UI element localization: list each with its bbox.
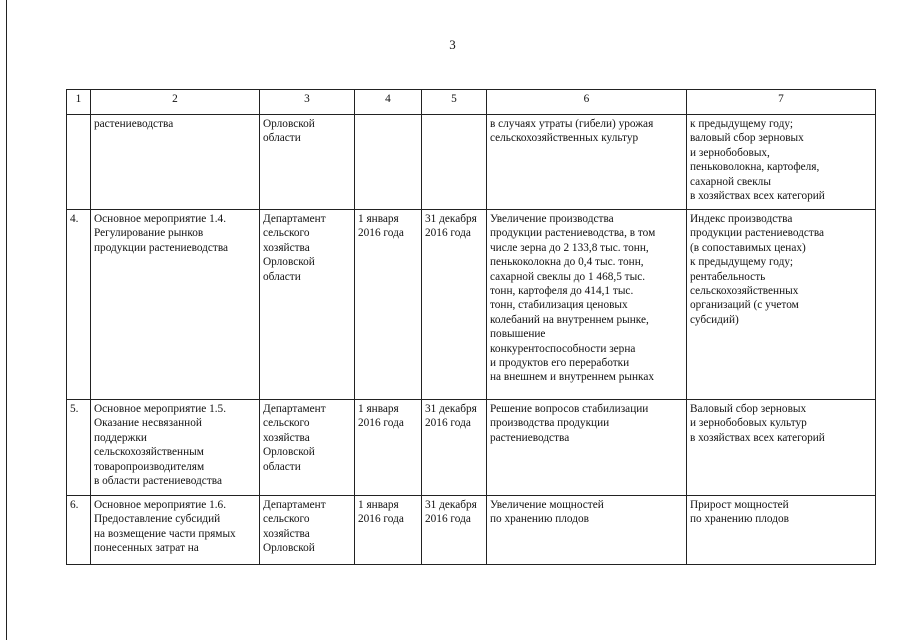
result-cell: Решение вопросов стабилизации производства продукции растениеводства	[487, 400, 687, 496]
end-date-cell	[422, 115, 487, 210]
executor-cell: Департамент сельского хозяйства Орловской области	[260, 210, 355, 400]
start-date-cell	[355, 115, 422, 210]
indicator-cell: Прирост мощностей по хранению плодов	[687, 496, 876, 565]
event-cell: Основное мероприятие 1.6. Предоставление субсидий на возмещение части прямых понесенных затрат на	[91, 496, 260, 565]
indicator-cell: Индекс производства продукции растениеводства (в сопоставимых ценах) к предыдущему году; рентабельность сельскохозяйственных организаций (с учетом субсидий)	[687, 210, 876, 400]
end-date-cell: 31 декабря 2016 года	[422, 496, 487, 565]
left-margin-rule	[6, 0, 7, 640]
executor-cell: Орловской области	[260, 115, 355, 210]
column-header: 2	[91, 90, 260, 115]
end-date-cell: 31 декабря 2016 года	[422, 400, 487, 496]
start-date-cell: 1 января 2016 года	[355, 400, 422, 496]
executor-cell: Департамент сельского хозяйства Орловской области	[260, 400, 355, 496]
table-row	[67, 210, 876, 400]
column-header: 7	[687, 90, 876, 115]
row-number-cell: 4.	[67, 210, 91, 400]
column-header: 6	[487, 90, 687, 115]
table-header-row	[67, 90, 876, 115]
indicator-cell: Валовый сбор зерновых и зернобобовых культур в хозяйствах всех категорий	[687, 400, 876, 496]
table-row	[67, 400, 876, 496]
event-cell: Основное мероприятие 1.5. Оказание несвязанной поддержки сельскохозяйственным товаропроизводителям в области растениеводства	[91, 400, 260, 496]
row-number-cell: 5.	[67, 400, 91, 496]
column-header: 1	[67, 90, 91, 115]
table-row	[67, 115, 876, 210]
event-cell: растениеводства	[91, 115, 260, 210]
result-cell: в случаях утраты (гибели) урожая сельскохозяйственных культур	[487, 115, 687, 210]
event-cell: Основное мероприятие 1.4. Регулирование рынков продукции растениеводства	[91, 210, 260, 400]
column-header: 4	[355, 90, 422, 115]
page-number: 3	[449, 37, 456, 52]
end-date-cell: 31 декабря 2016 года	[422, 210, 487, 400]
row-number-cell: 6.	[67, 496, 91, 565]
column-header: 3	[260, 90, 355, 115]
start-date-cell: 1 января 2016 года	[355, 496, 422, 565]
start-date-cell: 1 января 2016 года	[355, 210, 422, 400]
executor-cell: Департамент сельского хозяйства Орловской	[260, 496, 355, 565]
result-cell: Увеличение мощностей по хранению плодов	[487, 496, 687, 565]
table-row	[67, 496, 876, 565]
indicator-cell: к предыдущему году; валовый сбор зерновых и зернобобовых, пеньковолокна, картофеля, сахарной свеклы в хозяйствах всех категорий	[687, 115, 876, 210]
row-number-cell	[67, 115, 91, 210]
column-header: 5	[422, 90, 487, 115]
measures-table	[66, 89, 876, 565]
result-cell: Увеличение производства продукции растениеводства, в том числе зерна до 2 133,8 тыс. тонн, пенькоколокна до 0,4 тыс. тонн, сахарной свеклы до 1 468,5 тыс. тонн, картофеля до 414,1 тыс. тонн, стабилизация ценовых колебаний на внутреннем рынке, повышение конкурентоспособности зерна и продуктов его переработки на внешнем и внутреннем рынках	[487, 210, 687, 400]
